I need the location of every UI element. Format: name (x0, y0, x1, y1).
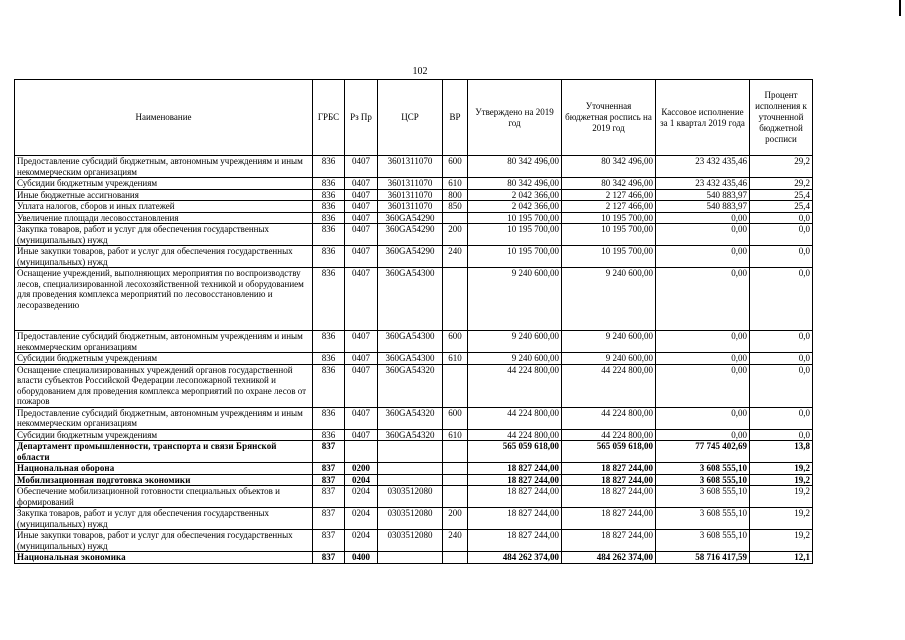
table-row (15, 530, 813, 552)
row-refined: 9 240 600,00 (562, 353, 656, 365)
budget-table (14, 79, 813, 564)
row-rzpr: 0204 (345, 530, 378, 552)
header-rzpr: Рз Пр (345, 80, 378, 156)
row-rzpr: 0407 (345, 246, 378, 268)
row-name: Мобилизационная подготовка экономики (15, 474, 313, 486)
row-name: Предоставление субсидий бюджетным, автономным учреждениям и иным некоммерческим организациям (15, 331, 313, 353)
row-vr (443, 364, 468, 407)
row-vr (443, 486, 468, 508)
row-cash: 0,00 (656, 331, 750, 353)
row-approved: 10 195 700,00 (468, 224, 562, 246)
row-cash: 3 608 555,10 (656, 530, 750, 552)
row-vr (443, 474, 468, 486)
row-csr: 360GA54300 (378, 268, 443, 331)
row-vr (443, 212, 468, 224)
row-refined: 44 224 800,00 (562, 429, 656, 441)
row-vr: 600 (443, 331, 468, 353)
row-cash: 0,00 (656, 364, 750, 407)
table-row (15, 246, 813, 268)
table-row (15, 353, 813, 365)
row-grbs: 837 (313, 530, 345, 552)
row-percent: 0,0 (750, 407, 813, 429)
header-grbs: ГРБС (313, 80, 345, 156)
row-vr: 600 (443, 407, 468, 429)
row-name: Предоставление субсидий бюджетным, автономным учреждениям и иным некоммерческим организациям (15, 156, 313, 178)
row-vr: 610 (443, 429, 468, 441)
row-percent: 0,0 (750, 429, 813, 441)
row-grbs: 836 (313, 178, 345, 190)
row-percent: 19,2 (750, 463, 813, 475)
row-approved: 18 827 244,00 (468, 530, 562, 552)
row-csr: 360GA54320 (378, 429, 443, 441)
header-name: Наименование (15, 80, 313, 156)
row-refined: 18 827 244,00 (562, 486, 656, 508)
header-refined: Уточненная бюджетная роспись на 2019 год (562, 80, 656, 156)
row-refined: 10 195 700,00 (562, 246, 656, 268)
row-cash: 540 883,97 (656, 189, 750, 201)
row-csr: 360GA54290 (378, 212, 443, 224)
row-csr: 360GA54320 (378, 364, 443, 407)
row-rzpr: 0400 (345, 552, 378, 564)
row-rzpr (345, 441, 378, 463)
row-cash: 0,00 (656, 268, 750, 331)
row-cash: 77 745 402,69 (656, 441, 750, 463)
row-grbs: 837 (313, 463, 345, 475)
row-name: Увеличение площади лесовосстановления (15, 212, 313, 224)
row-grbs: 837 (313, 441, 345, 463)
row-cash: 58 716 417,59 (656, 552, 750, 564)
row-cash: 3 608 555,10 (656, 486, 750, 508)
row-csr (378, 474, 443, 486)
table-row (15, 201, 813, 213)
row-grbs: 837 (313, 508, 345, 530)
row-rzpr: 0204 (345, 474, 378, 486)
row-percent: 0,0 (750, 331, 813, 353)
table-row (15, 189, 813, 201)
row-refined: 44 224 800,00 (562, 407, 656, 429)
row-name: Субсидии бюджетным учреждениям (15, 178, 313, 190)
row-cash: 3 608 555,10 (656, 474, 750, 486)
row-approved: 18 827 244,00 (468, 474, 562, 486)
row-vr: 240 (443, 530, 468, 552)
row-approved: 18 827 244,00 (468, 486, 562, 508)
row-percent: 25,4 (750, 201, 813, 213)
row-csr: 360GA54290 (378, 224, 443, 246)
row-refined: 2 127 466,00 (562, 189, 656, 201)
header-cash: Кассовое исполнение за 1 квартал 2019 года (656, 80, 750, 156)
row-name: Уплата налогов, сборов и иных платежей (15, 201, 313, 213)
row-csr: 3601311070 (378, 189, 443, 201)
row-rzpr: 0407 (345, 156, 378, 178)
table-row (15, 429, 813, 441)
row-vr: 610 (443, 178, 468, 190)
row-cash: 0,00 (656, 212, 750, 224)
row-name: Закупка товаров, работ и услуг для обеспечения государственных (муниципальных) нужд (15, 224, 313, 246)
row-vr: 850 (443, 201, 468, 213)
row-csr: 0303512080 (378, 530, 443, 552)
row-name: Оснащение учреждений, выполняющих мероприятия по воспроизводству лесов, специализированной лесохозяйственной техникой и оборудованием для проведения комплекса мероприятий по лесовосстановлению и лесоразведению (15, 268, 313, 331)
row-grbs: 837 (313, 486, 345, 508)
row-name: Национальная экономика (15, 552, 313, 564)
row-refined: 18 827 244,00 (562, 530, 656, 552)
row-cash: 0,00 (656, 353, 750, 365)
row-approved: 44 224 800,00 (468, 407, 562, 429)
row-refined: 80 342 496,00 (562, 156, 656, 178)
row-percent: 19,2 (750, 508, 813, 530)
table-row (15, 474, 813, 486)
row-percent: 29,2 (750, 156, 813, 178)
row-csr (378, 463, 443, 475)
row-percent: 29,2 (750, 178, 813, 190)
row-approved: 9 240 600,00 (468, 331, 562, 353)
row-name: Обеспечение мобилизационной готовности специальных объектов и формирований (15, 486, 313, 508)
page-number: 102 (412, 66, 428, 77)
table-row (15, 364, 813, 407)
row-rzpr: 0407 (345, 212, 378, 224)
row-approved: 80 342 496,00 (468, 156, 562, 178)
row-grbs: 836 (313, 212, 345, 224)
row-approved: 44 224 800,00 (468, 364, 562, 407)
row-csr: 360GA54320 (378, 407, 443, 429)
row-rzpr: 0204 (345, 486, 378, 508)
row-grbs: 836 (313, 407, 345, 429)
table-row (15, 441, 813, 463)
header-percent: Процент исполнения к уточненной бюджетной росписи (750, 80, 813, 156)
row-name: Субсидии бюджетным учреждениям (15, 429, 313, 441)
row-vr: 800 (443, 189, 468, 201)
row-grbs: 836 (313, 156, 345, 178)
row-approved: 44 224 800,00 (468, 429, 562, 441)
row-percent: 0,0 (750, 353, 813, 365)
scan-edge-mark (899, 0, 901, 16)
header-vr: ВР (443, 80, 468, 156)
row-csr: 0303512080 (378, 508, 443, 530)
row-refined: 9 240 600,00 (562, 268, 656, 331)
table-row (15, 486, 813, 508)
row-percent: 0,0 (750, 268, 813, 331)
row-name: Предоставление субсидий бюджетным, автономным учреждениям и иным некоммерческим организациям (15, 407, 313, 429)
row-csr: 3601311070 (378, 156, 443, 178)
row-rzpr: 0407 (345, 331, 378, 353)
table-row (15, 508, 813, 530)
row-rzpr: 0407 (345, 201, 378, 213)
row-name: Иные бюджетные ассигнования (15, 189, 313, 201)
row-name: Иные закупки товаров, работ и услуг для обеспечения государственных (муниципальных) нужд (15, 246, 313, 268)
row-grbs: 836 (313, 224, 345, 246)
row-percent: 0,0 (750, 364, 813, 407)
row-rzpr: 0407 (345, 364, 378, 407)
row-grbs: 836 (313, 364, 345, 407)
row-rzpr: 0407 (345, 224, 378, 246)
table-row (15, 224, 813, 246)
row-csr: 0303512080 (378, 486, 443, 508)
header-row (15, 80, 813, 156)
row-grbs: 836 (313, 246, 345, 268)
row-approved: 2 042 366,00 (468, 189, 562, 201)
row-cash: 23 432 435,46 (656, 178, 750, 190)
row-vr: 600 (443, 156, 468, 178)
row-cash: 23 432 435,46 (656, 156, 750, 178)
table-row (15, 552, 813, 564)
row-cash: 3 608 555,10 (656, 508, 750, 530)
row-cash: 0,00 (656, 407, 750, 429)
header-csr: ЦСР (378, 80, 443, 156)
row-cash: 540 883,97 (656, 201, 750, 213)
row-grbs: 836 (313, 429, 345, 441)
row-refined: 10 195 700,00 (562, 212, 656, 224)
row-rzpr: 0407 (345, 189, 378, 201)
table-row (15, 178, 813, 190)
row-approved: 9 240 600,00 (468, 268, 562, 331)
header-approved: Утверждено на 2019 год (468, 80, 562, 156)
row-vr: 610 (443, 353, 468, 365)
row-approved: 9 240 600,00 (468, 353, 562, 365)
table-body (15, 156, 813, 564)
row-csr (378, 441, 443, 463)
row-refined: 80 342 496,00 (562, 178, 656, 190)
row-approved: 565 059 618,00 (468, 441, 562, 463)
table-row (15, 463, 813, 475)
row-csr: 360GA54300 (378, 331, 443, 353)
table-row (15, 331, 813, 353)
row-percent: 0,0 (750, 224, 813, 246)
row-vr (443, 552, 468, 564)
row-csr: 3601311070 (378, 201, 443, 213)
row-percent: 12,1 (750, 552, 813, 564)
row-csr: 3601311070 (378, 178, 443, 190)
row-grbs: 836 (313, 268, 345, 331)
row-rzpr: 0407 (345, 268, 378, 331)
row-refined: 44 224 800,00 (562, 364, 656, 407)
row-approved: 18 827 244,00 (468, 463, 562, 475)
row-rzpr: 0407 (345, 407, 378, 429)
row-percent: 19,2 (750, 474, 813, 486)
row-approved: 10 195 700,00 (468, 246, 562, 268)
row-csr: 360GA54300 (378, 353, 443, 365)
row-vr: 200 (443, 224, 468, 246)
row-vr: 240 (443, 246, 468, 268)
row-name: Субсидии бюджетным учреждениям (15, 353, 313, 365)
row-approved: 484 262 374,00 (468, 552, 562, 564)
row-rzpr: 0407 (345, 178, 378, 190)
row-name: Оснащение специализированных учреждений органов государственной власти субъектов Российской Федерации лесопожарной техникой и оборудованием для проведения комплекса мероприятий по охране лесов от пожаров (15, 364, 313, 407)
row-refined: 565 059 618,00 (562, 441, 656, 463)
row-rzpr: 0200 (345, 463, 378, 475)
row-csr: 360GA54290 (378, 246, 443, 268)
row-refined: 10 195 700,00 (562, 224, 656, 246)
row-grbs: 837 (313, 474, 345, 486)
row-percent: 25,4 (750, 189, 813, 201)
row-approved: 80 342 496,00 (468, 178, 562, 190)
row-percent: 13,8 (750, 441, 813, 463)
row-cash: 0,00 (656, 429, 750, 441)
table-row (15, 268, 813, 331)
table-row (15, 212, 813, 224)
row-vr (443, 463, 468, 475)
row-grbs: 837 (313, 552, 345, 564)
row-refined: 484 262 374,00 (562, 552, 656, 564)
row-vr (443, 268, 468, 331)
row-refined: 2 127 466,00 (562, 201, 656, 213)
row-cash: 3 608 555,10 (656, 463, 750, 475)
row-refined: 9 240 600,00 (562, 331, 656, 353)
row-approved: 18 827 244,00 (468, 508, 562, 530)
row-rzpr: 0407 (345, 429, 378, 441)
row-percent: 19,2 (750, 530, 813, 552)
row-refined: 18 827 244,00 (562, 508, 656, 530)
row-cash: 0,00 (656, 246, 750, 268)
row-vr (443, 441, 468, 463)
row-grbs: 836 (313, 331, 345, 353)
row-rzpr: 0204 (345, 508, 378, 530)
row-cash: 0,00 (656, 224, 750, 246)
row-vr: 200 (443, 508, 468, 530)
row-percent: 19,2 (750, 486, 813, 508)
row-rzpr: 0407 (345, 353, 378, 365)
row-name: Иные закупки товаров, работ и услуг для обеспечения государственных (муниципальных) нужд (15, 530, 313, 552)
row-grbs: 836 (313, 189, 345, 201)
row-approved: 2 042 366,00 (468, 201, 562, 213)
row-refined: 18 827 244,00 (562, 474, 656, 486)
row-name: Закупка товаров, работ и услуг для обеспечения государственных (муниципальных) нужд (15, 508, 313, 530)
row-name: Национальная оборона (15, 463, 313, 475)
row-grbs: 836 (313, 201, 345, 213)
row-approved: 10 195 700,00 (468, 212, 562, 224)
row-refined: 18 827 244,00 (562, 463, 656, 475)
row-grbs: 836 (313, 353, 345, 365)
row-percent: 0,0 (750, 212, 813, 224)
table-row (15, 407, 813, 429)
table-row (15, 156, 813, 178)
row-csr (378, 552, 443, 564)
row-percent: 0,0 (750, 246, 813, 268)
row-name: Департамент промышленности, транспорта и связи Брянской области (15, 441, 313, 463)
